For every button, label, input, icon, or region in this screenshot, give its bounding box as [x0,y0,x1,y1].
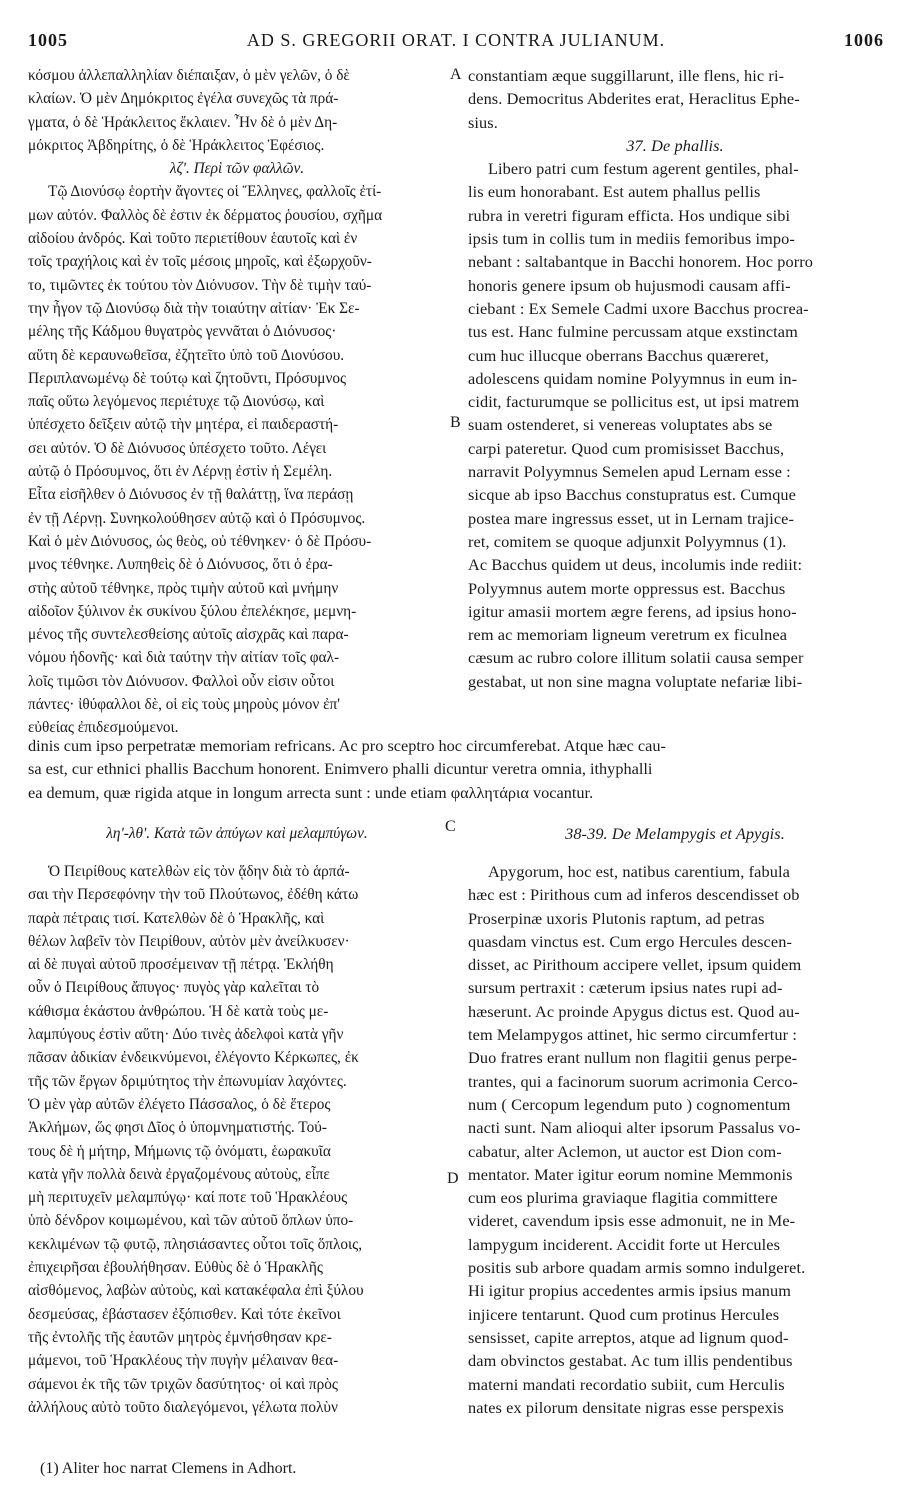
full-width-block [28,734,884,804]
text-line: ret, comitem se quoque adjunxit Polyymnus (1). [468,531,787,551]
text-line: sensisset, capite arreptos, atque ad lignum quod- [468,1327,789,1347]
text-line: κόσμου ἀλλεπαλληλίαν διέπαιξαν, ὁ μὲν γελῶν, ὁ δὲ [28,67,350,84]
text-line: ἀλλήλους αὐτὸ τοῦτο διαλεγόμενοι, γέλωτα πολὺν [28,1398,338,1416]
text-line: αἱ δὲ πυγαὶ αὐτοῦ προσέμειναν τῇ πέτρᾳ. Ἐκλήθη [28,956,334,974]
text-line: μὴ περιτυχεῖν μελαμπύγῳ· καί ποτε τοῦ Ἡρακλέους [28,1189,348,1207]
text-line: μων αὐτόν. Φαλλὸς δὲ ἐστιν ἐκ δέρματος ῥουσίου, σχῆμα [28,206,383,224]
text-line: τοῖς τραχήλοις καὶ ἐν τοῖς μέσοις μηροῖς, καὶ ἐξωρχοῦν- [28,253,372,271]
text-line: quasdam vinctus est. Cum ergo Hercules descen- [468,931,792,951]
text-line: το, τιμῶντες ἐκ τούτου τὸν Διόνυσον. Τὴν δὲ τιμὴν ταύ- [28,276,372,294]
text-line: num ( Cercopum legendum puto ) cognomentum [468,1094,791,1114]
text-line: δεσμεύσας, ἐβάστασεν ἐξόπισθεν. Καὶ τότε ἐκεῖνοι [28,1305,341,1323]
text-line: cæsum ac rubro colore illitum solatii causa semper [468,648,804,668]
text-line: nates ex pilorum densitate nigras esse perspexis [468,1397,784,1417]
text-line: nebant : saltabantque in Bacchi honorem. Hoc porro [468,252,813,272]
text-line: κατὰ γῆν πολλὰ δεινὰ ἐργαζομένους αὐτοὺς, εἶπε [28,1165,330,1183]
text-line: νόμου ἡδονῆς· καὶ διὰ ταύτην τὴν αἰτίαν τοῖς φαλ- [28,649,340,667]
margin-marker-c: C [445,818,456,835]
text-line: dinis cum ipso perpetratæ memoriam refricans. Ac pro sceptro hoc circumferebat. Atque hæc cau- [28,736,666,755]
text-line: sa est, cur ethnici phallis Bacchum honorent. Enimvero phalli dicuntur veretra omnia, ithyphalli [28,759,653,779]
text-line: constantiam æque suggillarunt, ille flens, hic ri- [468,66,785,85]
text-line: trantes, qui a facinorum suorum acrimonia Cerco- [468,1071,798,1091]
text-line: αἰδοῖον ξύλινον ἐκ συκίνου ξύλου ἐπελέκησε, μεμνη- [28,602,357,620]
text-line: παρὰ πέτραις τισί. Κατελθὼν δὲ ὁ Ἡρακλῆς, καὶ [28,909,325,927]
text-line: sicque ab ipso Bacchus constupratus est. Cumque [468,485,797,505]
text-line: τους δὲ ἡ μήτηρ, Μήμωνις τῷ ὀνόματι, ἑωρακυῖα [28,1142,331,1160]
text-line: mentator. Mater igitur eorum nomine Memmonis [468,1164,793,1184]
text-line: lis eum honorabant. Est autem phallus pellis [468,182,761,202]
text-line: Apygorum, hoc est, natibus carentium, fabula [488,862,790,881]
text-line: Τῷ Διονύσῳ ἑορτὴν ἄγοντες οἱ Ἕλληνες, φαλλοῖς ἐτί- [48,183,382,201]
text-line: tem Melampygos attinet, hic sermo circumfertur : [468,1025,797,1045]
text-line: hæserunt. Ac proinde Apygus dictus est. Quod au- [468,1001,800,1021]
text-line: cidit, facturumque se pollicitus est, ut ipsi matrem [468,392,800,412]
text-line: cum huc illucque oberrans Bacchus quæreret, [468,345,769,365]
text-line: lampygum inciderent. Accidit forte ut Hercules [468,1234,781,1254]
text-line: materni mandati recordatio subiit, cum Herculis [468,1374,785,1394]
text-line: Proserpinæ uxoris Plutonis raptum, ad petras [468,908,765,928]
text-line: γματα, ὁ δὲ Ἡράκλειτος ἔκλαιεν. Ἦν δὲ ὁ μὲν Δη- [28,113,338,131]
greek-heading-melampygis: ληʹ-λθʹ. Κατὰ τῶν ἀπύγων καὶ μελαμπύγων. [106,825,368,842]
text-line: κάθισμα ἑκάστου ἀνθρώπου. Ἡ δὲ κατὰ τοὺς με- [28,1002,329,1020]
text-line: igitur amasii mortem ægre ferens, ad ipsius hono- [468,601,797,621]
page-number-right: 1006 [844,30,884,50]
text-line: τῆς ἐντολῆς τῆς ἑαυτῶν μητρὸς ἐμνήσθησαν κρε- [28,1328,332,1346]
text-line: παῖς οὕτω λεγόμενος περιέτυχε τῷ Διονύσῳ, καὶ [28,393,325,411]
text-line: ipsis tum in collis tum in mediis femoribus impo- [468,229,795,249]
text-line: cabatur, alter Aclemon, ut auctor est Dion com- [468,1141,782,1161]
text-line: ὑπὸ δένδρον κοιμωμένου, καὶ τῶν αὐτοῦ ὅπλων ὑπο- [28,1212,354,1230]
text-line: rubra in veretri figuram efficta. Hos undique sibi [468,205,791,225]
text-line: θέλων λαβεῖν τὸν Πειρίθουν, αὐτὸν μὲν ἀνείλκυσεν· [28,932,350,950]
text-line: rem ac memoriam ligneum veretrum ex ficulnea [468,625,788,645]
text-line: μέλης τῆς Κάδμου θυγατρὸς γεννᾶται ὁ Διόνυσος· [28,323,337,341]
greek-top-block [28,64,446,157]
text-line: Εἶτα εἰσῆλθεν ὁ Διόνυσος ἐν τῇ θαλάττῃ, ἵνα περάσῃ [28,486,354,504]
text-line: μνος τέθνηκε. Λυπηθεὶς δὲ ὁ Διόνυσος, ὅτι ὁ ἐρα- [28,556,333,574]
text-line: στὴς αὐτοῦ τέθνηκε, πρὸς τιμὴν αὐτοῦ καὶ μνήμην [28,579,339,597]
running-header [28,30,884,58]
text-line: Ac Bacchus quidem ut deus, incolumis inde rediit: [468,555,803,575]
text-line: Duo fratres erant nullum non flagitii genus perpe- [468,1048,798,1068]
text-line: Ὁ Πειρίθους κατελθὼν εἰς τὸν ᾅδην διὰ τὸ ἁρπά- [48,863,350,880]
text-line: ὑπέσχετο δεῖξειν αὐτῷ τὴν μητέρα, εἰ παιδεραστή- [28,416,339,434]
greek-mid-block [28,180,446,739]
text-line: videret, cavendum ipsis esse admonuit, ne in Me- [468,1211,796,1231]
text-line: τῆς τῶν ἔργων δριμύτητος τὴν ἐπωνυμίαν λαχόντες. [28,1072,347,1090]
text-line: ἐπιχειρῆσαι ἐβουλήθησαν. Εὐθὺς δὲ ὁ Ἡρακλῆς [28,1259,323,1277]
text-line: hæc est : Pirithous cum ad inferos descendisset ob [468,885,800,905]
text-line: carpi pateretur. Quod cum promisisset Bacchus, [468,438,785,458]
latin-mid-block [468,157,882,693]
text-line: μόκριτος Ἀβδηρίτης, ὁ δὲ Ἡράκλειτος Ἐφέσιος. [28,136,325,154]
text-line: disset, ac Pirithoum accipere vellet, ipsum quidem [468,955,802,975]
greek-column-bottom [28,860,446,1419]
text-line: sius. [468,112,498,132]
text-line: tus est. Hanc fulmine percussam atque exstinctam [468,322,798,342]
text-line: μάμενοι, τοῦ Ἡρακλέους τὴν πυγὴν μέλαιναν θεα- [28,1352,339,1370]
text-line: πᾶσαν ἀδικίαν ἐνδεικνύμενοι, ἐλέγοντο Κέρκωπες, ἐκ [28,1049,359,1067]
text-line: λοῖς τιμῶσι τὸν Διόνυσον. Φαλλοὶ οὖν εἰσιν οὗτοι [28,672,335,690]
text-line: σει αὐτόν. Ὁ δὲ Διόνυσος ὑπέσχετο τοῦτο. Λέγει [28,439,327,457]
text-line: οὖν ὁ Πειρίθους ἄπυγος· πυγὸς γὰρ καλεῖται τὸ [28,979,320,997]
greek-heading-melampygis-row [28,822,446,845]
text-line: sursum pertraxit : cæterum ipsius nates rupi ad- [468,978,783,998]
text-line: Polyymnus autem morte oppressus est. Bacchus [468,578,786,598]
text-line: κεκλιμένων τῷ φυτῷ, πλησιάσαντες οὗτοι τοῖς ὅπλοις, [28,1235,363,1253]
text-line: positis sub arbore quadam armis somno indulgeret. [468,1258,806,1278]
text-line: Ὁ μὲν γὰρ αὐτῶν ἐλέγετο Πάσσαλος, ὁ δὲ ἕτερος [28,1095,331,1113]
margin-marker-d: D [447,1170,459,1187]
text-line: Libero patri cum festum agerent gentiles, phal- [488,159,799,179]
text-line: πάντες· ἰθύφαλλοι δὲ, οἱ εἰς τοὺς μηροὺς μόνον ἐπ' [28,696,341,714]
latin-column-top [468,64,882,693]
text-line: αὐτῷ ὁ Πρόσυμνος, ὅτι ἐν Λέρνῃ ἐστὶν ἡ Σεμέλη. [28,463,333,481]
text-line: dens. Democritus Abderites erat, Heraclitus Ephe- [468,89,800,109]
text-line: adolescens quidam nomine Polyymnus in eum in- [468,368,798,388]
text-line: injicere tentarunt. Quod cum protinus Hercules [468,1304,780,1324]
margin-marker-a: A [450,66,462,83]
text-line: σαι τὴν Περσεφόνην τὴν τοῦ Πλούτωνος, ἐδέθη κάτω [28,886,359,904]
latin-column-bottom [468,860,882,1419]
latin-heading-melampygis-row [468,822,882,845]
running-title: AD S. GREGORII ORAT. I CONTRA JULIANUM. [246,30,666,50]
text-line: αἰσθόμενος, λαβὼν αὐτοὺς, καὶ κατακέφαλα ἐπὶ ξύλου [28,1282,364,1300]
text-line: dam obvinctos gestabat. Ac tum illis pendentibus [468,1351,793,1371]
text-line: Hi igitur propius accedentes armis ipsius manum [468,1281,792,1301]
text-line: narravit Polyymnus Semelen apud Lernam esse : [468,462,791,482]
text-line: Περιπλανωμένῳ δὲ τούτῳ καὶ ζητοῦντι, Πρόσυμνος [28,369,347,387]
text-line: honoris genere ipsum ob hujusmodi causam affi- [468,275,791,295]
greek-heading-phallis: λζʹ. Περὶ τῶν φαλλῶν. [169,160,305,178]
text-line: μένος τῆς συντελεσθείσης αὐτοῖς αἰσχρᾶς καὶ παρα- [28,626,349,644]
text-line: gestabat, ut non sine magna voluptate nefariæ libi- [468,671,803,691]
text-line: Καὶ ὁ μὲν Διόνυσος, ὡς θεὸς, οὐ τέθνηκεν· ὁ δὲ Πρόσυ- [28,532,372,550]
text-line: εὐθείας ἐπιδεσμούμενοι. [28,719,179,737]
latin-top-block [468,64,882,134]
text-line: Ἀκλήμων, ὥς φησι Δῖος ὁ ὑπομνηματιστής. Τού- [28,1119,327,1137]
text-line: ἐν τῇ Λέρνῃ. Συνηκολούθησεν αὐτῷ καὶ ὁ Πρόσυμνος. [28,509,366,527]
greek-column-top [28,64,446,740]
text-line: κλαίων. Ὁ μὲν Δημόκριτος ἐγέλα συνεχῶς τὰ πρά- [28,90,339,108]
text-line: σάμενοι ἐκ τῆς τῶν τριχῶν δασύτητος· οἱ καὶ πρὸς [28,1375,338,1393]
text-line: suam ostenderet, si venereas voluptates abs se [468,415,773,435]
text-line: postea mare ingressus esset, ut in Lernam trajice- [468,508,794,528]
text-line: λαμπύγους ἐστὶν αὕτη· Δύο τινὲς ἀδελφοὶ κατὰ γῆν [28,1026,344,1044]
margin-marker-b: B [450,414,461,431]
latin-heading-phallis: 37. De phallis. [626,135,724,155]
text-line: την ἦγον τῷ Διονύσῳ διὰ τὴν τοιαύτην αἰτίαν· Ἐκ Σε- [28,299,360,317]
text-line: nacti sunt. Nam alioqui alter ipsorum Passalus vo- [468,1118,801,1138]
text-line: cum eos plurima graviaque flagitia committere [468,1188,778,1208]
text-line: ea demum, quæ rigida atque in longum arrecta sunt : unde etiam φαλλητάρια vocantur. [28,782,594,802]
text-line: ciebant : Ex Semele Cadmi uxore Bacchus procrea- [468,298,809,318]
page-number-left: 1005 [28,30,68,50]
text-line: αὕτη δὲ κεραυνωθεῖσα, ἐζητεῖτο ὑπὸ τοῦ Διονύσου. [28,346,345,364]
latin-heading-melampygis: 38-39. De Melampygis et Apygis. [565,824,785,843]
footnote: (1) Aliter hoc narrat Clemens in Adhort. [40,1460,297,1477]
text-line: αἰδοίου ἀνδρός. Καὶ τοῦτο περιετίθουν ἑαυτοῖς καὶ ἐν [28,230,358,248]
